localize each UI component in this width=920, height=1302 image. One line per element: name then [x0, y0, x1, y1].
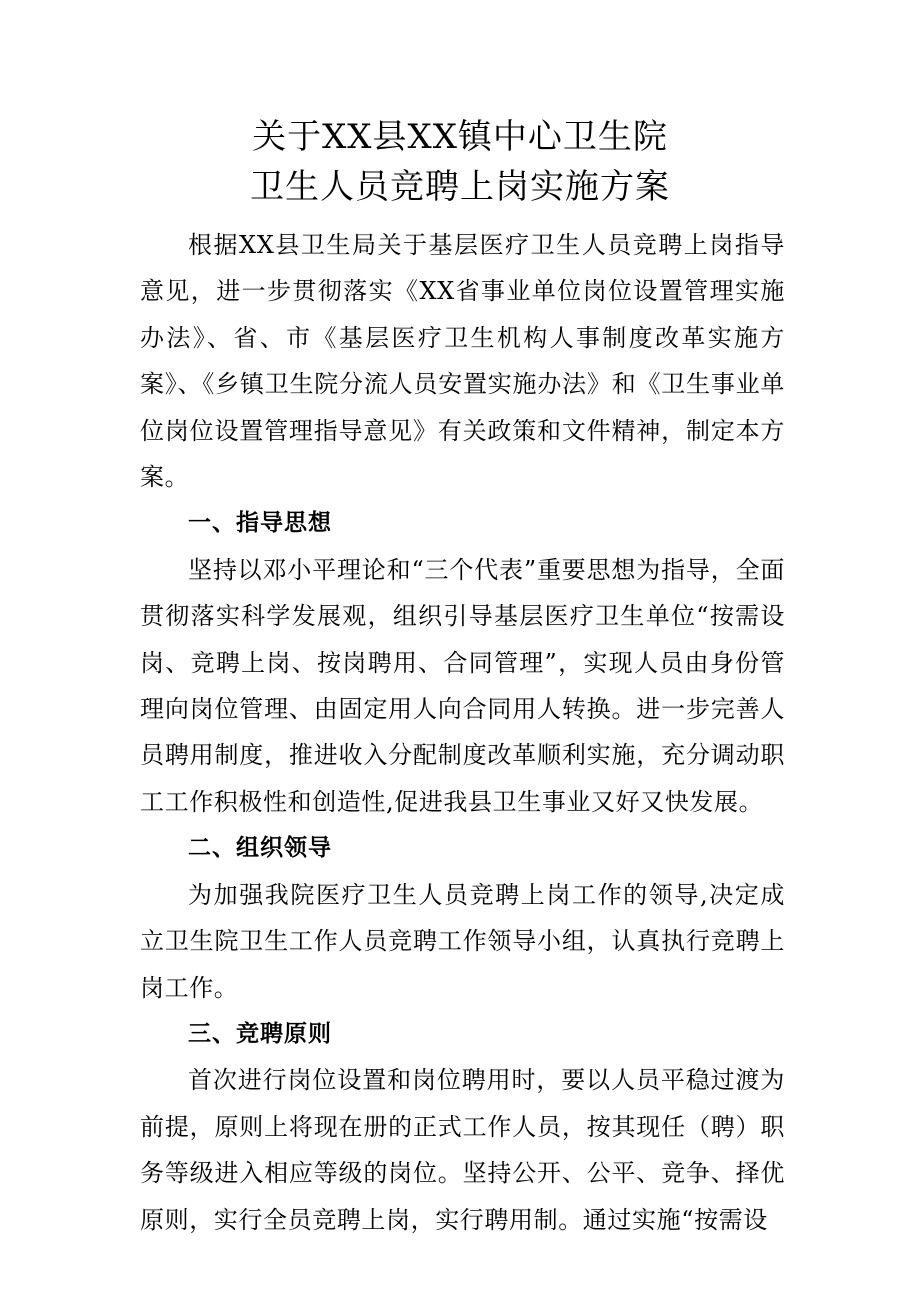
- section-text-guiding-ideology: 坚持以邓小平理论和“三个代表”重要思想为指导，全面贯彻落实科学发展观，组织引导基层医疗卫生单位“按需设岗、竞聘上岗、按岗聘用、合同管理”，实现人员由身份管理向岗位管理、由固定用人向合同用人转换。进一步完善人员聘用制度，推进收入分配制度改革顺利实施，充分调动职工工作积极性和创造性,促进我县卫生事业又好又快发展。: [140, 555, 785, 816]
- document-title: [0, 112, 920, 212]
- section-text-competition-principles: 首次进行岗位设置和岗位聘用时，要以人员平稳过渡为前提，原则上将现在册的正式工作人员，按其现任（聘）职务等级进入相应等级的岗位。坚持公开、公平、竞争、择优原则，实行全员竞聘上岗，实行聘用制。通过实施“按需设: [140, 1066, 785, 1234]
- title-line-2: 卫生人员竞聘上岗实施方案: [250, 167, 670, 207]
- title-line-1: 关于XX县XX镇中心卫生院: [252, 117, 668, 157]
- section-heading-competition-principles: 三、竞聘原则: [188, 1020, 332, 1047]
- section-heading-organization-leadership: 二、组织领导: [188, 835, 332, 862]
- document-body: [140, 222, 785, 1243]
- section-text-organization-leadership: 为加强我院医疗卫生人员竞聘上岗工作的领导,决定成立卫生院卫生工作人员竞聘工作领导小组，认真执行竞聘上岗工作。: [140, 880, 785, 1002]
- section-heading-guiding-ideology: 一、指导思想: [188, 510, 332, 537]
- intro-paragraph: 根据XX县卫生局关于基层医疗卫生人员竞聘上岗指导意见，进一步贯彻落实《XX省事业单位岗位设置管理实施办法》、省、市《基层医疗卫生机构人事制度改革实施方案》、《乡镇卫生院分流人员安置实施办法》和《卫生事业单位岗位设置管理指导意见》有关政策和文件精神，制定本方案。: [140, 231, 785, 492]
